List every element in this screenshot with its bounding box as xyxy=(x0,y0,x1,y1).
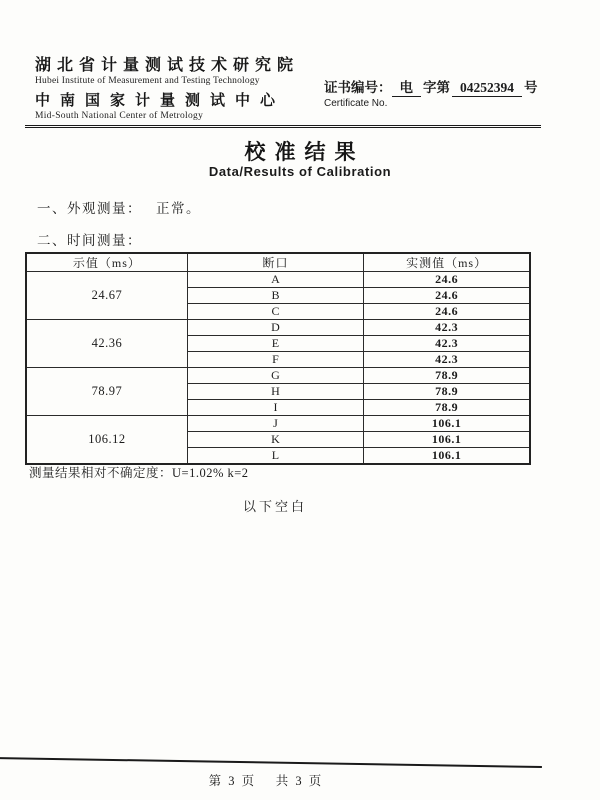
calibration-results-table xyxy=(25,252,531,465)
contact-label-cell: F xyxy=(187,352,363,368)
contact-label-cell: J xyxy=(187,416,363,432)
contact-label-cell: D xyxy=(187,320,363,336)
measured-value-cell: 106.1 xyxy=(364,448,530,465)
certificate-number: 04252394 xyxy=(452,80,522,97)
institute-name-en: Hubei Institute of Measurement and Testing Technology xyxy=(35,76,260,86)
certificate-suffix: 号 xyxy=(524,80,538,95)
certificate-middle: 字第 xyxy=(423,80,450,95)
section-time xyxy=(37,229,142,249)
table-header-row xyxy=(26,253,530,272)
measured-value-cell: 24.6 xyxy=(364,304,530,320)
certificate-number-line xyxy=(324,76,540,97)
indicated-value-cell: 106.12 xyxy=(26,416,187,465)
header-measured-value: 实测值（ms） xyxy=(364,253,530,272)
blank-below-note: 以下空白 xyxy=(243,499,308,514)
contact-label-cell: L xyxy=(187,448,363,465)
measured-value-cell: 106.1 xyxy=(364,416,530,432)
measured-value-cell: 42.3 xyxy=(364,320,530,336)
measured-value-cell: 42.3 xyxy=(364,336,530,352)
contact-label-cell: E xyxy=(187,336,363,352)
indicated-value-cell: 78.97 xyxy=(26,368,187,416)
center-name-en: Mid-South National Center of Metrology xyxy=(35,111,204,121)
header-indicated-value: 示值（ms） xyxy=(26,253,187,272)
contact-label-cell: G xyxy=(187,368,363,384)
measured-value-cell: 106.1 xyxy=(364,432,530,448)
institute-name-cn: 湖北省计量测试技术研究院 xyxy=(35,57,300,74)
certificate-label-cn: 证书编号： xyxy=(324,80,392,95)
contact-label-cell: H xyxy=(187,384,363,400)
measured-value-cell: 42.3 xyxy=(364,352,530,368)
table-row xyxy=(26,416,530,432)
page-number: 第 3 页 共 3 页 xyxy=(208,774,324,788)
time-label: 二、时间测量： xyxy=(37,233,142,248)
table-row xyxy=(26,320,530,336)
page-title-cn: 校准结果 xyxy=(244,140,365,164)
contact-label-cell: K xyxy=(187,432,363,448)
indicated-value-cell: 24.67 xyxy=(26,272,187,320)
footer-divider-rule xyxy=(0,757,542,768)
contact-label-cell: A xyxy=(187,272,363,288)
header-institute-block xyxy=(35,52,299,121)
certificate-label-en: Certificate No. xyxy=(324,98,388,109)
measured-value-cell: 24.6 xyxy=(364,288,530,304)
header-divider-rule xyxy=(25,125,541,128)
measured-value-cell: 24.6 xyxy=(364,272,530,288)
measured-value-cell: 78.9 xyxy=(364,400,530,416)
uncertainty-note: 测量结果相对不确定度：U=1.02% k=2 xyxy=(29,466,249,480)
section-appearance xyxy=(37,197,201,217)
table-row xyxy=(26,368,530,384)
table-row xyxy=(26,272,530,288)
page-title-en: Data/Results of Calibration xyxy=(208,164,392,179)
certificate-prefix: 电 xyxy=(392,76,422,97)
contact-label-cell: C xyxy=(187,304,363,320)
appearance-label: 一、外观测量： xyxy=(37,201,142,216)
contact-label-cell: I xyxy=(187,400,363,416)
indicated-value-cell: 42.36 xyxy=(26,320,187,368)
measured-value-cell: 78.9 xyxy=(364,368,530,384)
measured-value-cell: 78.9 xyxy=(364,384,530,400)
header-contact: 断口 xyxy=(187,253,363,272)
certificate-number-block xyxy=(324,76,540,109)
contact-label-cell: B xyxy=(187,288,363,304)
appearance-value: 正常。 xyxy=(156,201,201,216)
calibration-table-body xyxy=(26,272,530,465)
center-name-cn: 中南国家计量测试中心 xyxy=(35,93,286,109)
